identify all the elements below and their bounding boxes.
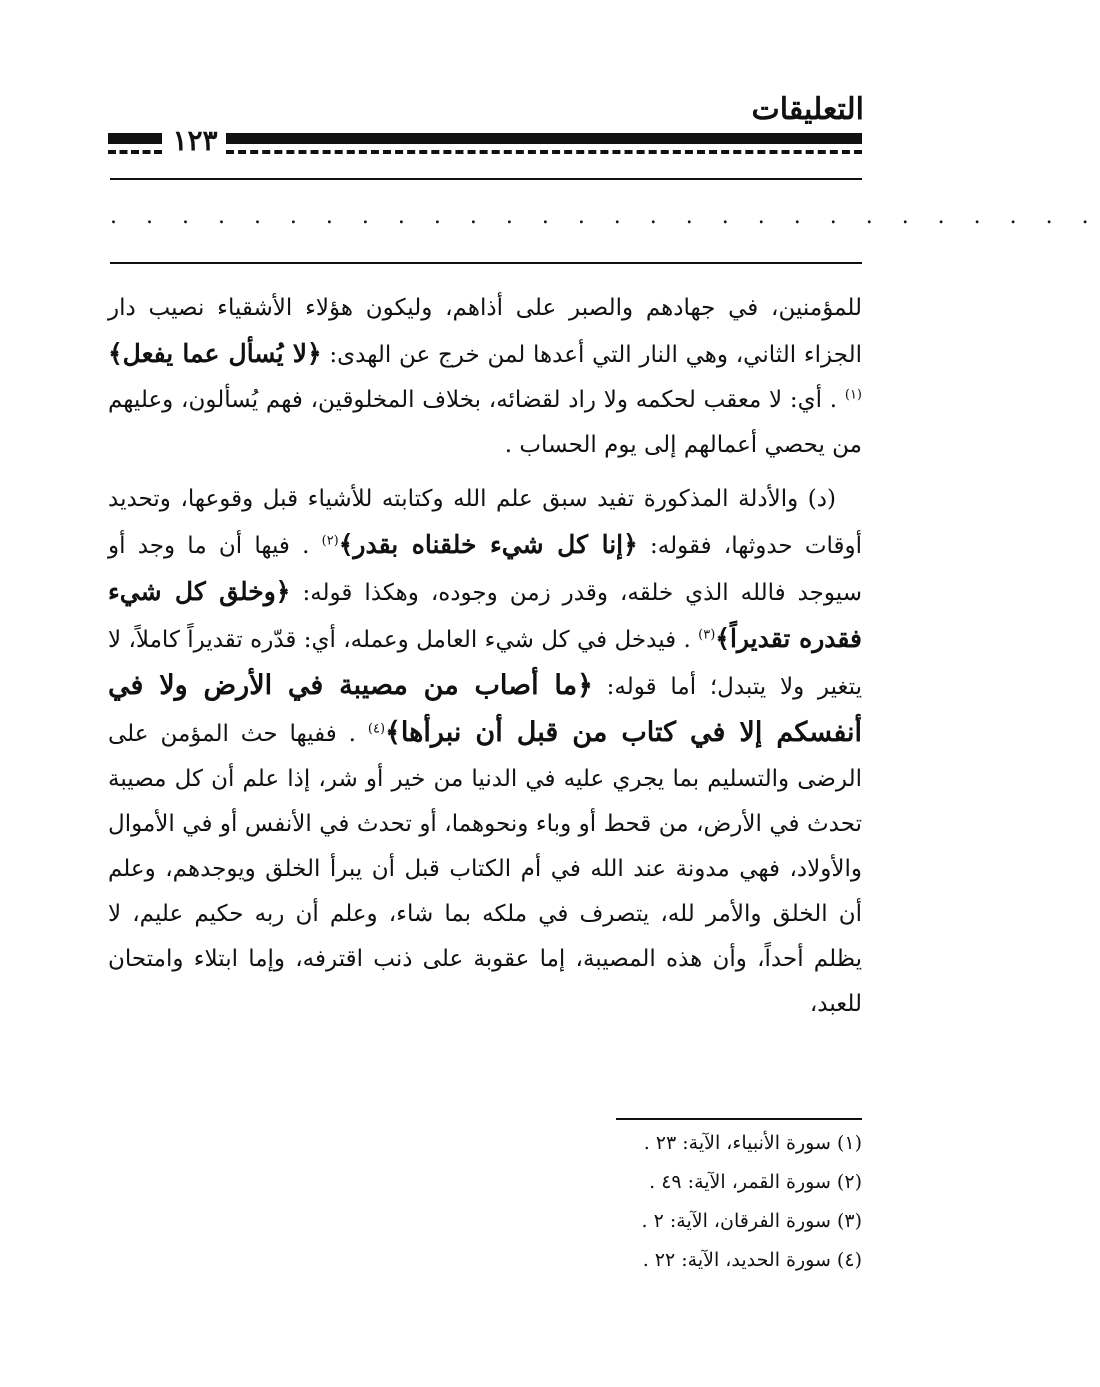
footnote-ref: (١) — [844, 387, 862, 403]
footnote-ref: (٢) — [321, 533, 339, 549]
text-run: . ففيها حث المؤمن على الرضى والتسليم بما يجري عليه في الدنيا من خير أو شر، إذا علم أن كل مصيبة تحدث في الأرض، من قحط أو وباء ونحوهما، أو تحدث في الأنفس أو في الأموال والأولاد، فهي مدونة عند الله في أم الكتاب قبل أن يبرأ الخلق ويوجدهم، وعلم أن الخلق والأمر لله، يتصرف في ملكه بما شاء، وعلم أن ربه حكيم عليم، لا يظلم أحداً، وأن هذه المصيبة، إما عقوبة على ذنب اقترفه، وإما ابتلاء وامتحان للعبد، — [108, 721, 862, 1017]
footnote-ref: (٣) — [698, 627, 716, 643]
header-thick-rule-left — [108, 133, 162, 144]
text-run: (د) والأدلة المذكورة تفيد سبق علم الله وكتابته للأشياء قبل وقوعها، وتحديد أوقات حدوثها، فقوله: — [108, 486, 862, 559]
page-number: ١٢٣ — [172, 124, 218, 157]
ellipsis-top-rule — [110, 178, 862, 180]
body-text — [108, 286, 862, 1027]
running-head: التعليقات — [751, 92, 864, 127]
ellipsis-bottom-rule — [110, 262, 862, 264]
footnote: (١) سورة الأنبياء، الآية: ٢٣ . — [643, 1132, 862, 1154]
quran-verse: ﴿إنا كل شيء خلقناه بقدر﴾ — [338, 530, 638, 559]
quran-verse: ﴿وخلق كل شيء فقدره تقديراً﴾ — [108, 577, 863, 653]
quran-verse: ﴿لا يُسأل عما يفعل﴾ — [108, 339, 322, 368]
header-thick-rule — [226, 133, 862, 144]
header-dashed-rule — [226, 150, 862, 154]
text-run: . فيدخل في كل شيء العامل وعمله، أي: قدّره تقديراً كاملاً، لا يتغير ولا يتبدل؛ أما قوله: — [108, 627, 862, 700]
text-run: للمؤمنين، في جهادهم والصبر على أذاهم، وليكون هؤلاء الأشقياء نصيب دار الجزاء الثاني، وهي النار التي أعدها لمن خرج عن الهدى: — [108, 295, 862, 368]
ellipsis-dots: . . . . . . . . . . . . . . . . . . . . . . . . . . . . — [110, 204, 1100, 229]
footnote: (٢) سورة القمر، الآية: ٤٩ . — [649, 1171, 862, 1193]
paragraph — [108, 477, 862, 1027]
header-rule — [108, 124, 862, 166]
text-run: . أي: لا معقب لحكمه ولا راد لقضائه، بخلاف المخلوقين، فهم يُسألون، وعليهم من يحصي أعمالهم إلى يوم الحساب . — [108, 387, 862, 458]
paragraph — [108, 286, 862, 468]
quran-verse: ﴿ما أصاب من مصيبة في الأرض ولا في أنفسكم إلا في كتاب من قبل أن نبرأها﴾ — [108, 670, 862, 748]
footnotes — [330, 1124, 862, 1280]
text-run: . فيها أن ما وجد أو سيوجد فالله الذي خلقه، وقدر زمن وجوده، وهكذا قوله: — [108, 533, 862, 606]
footnote: (٣) سورة الفرقان، الآية: ٢ . — [641, 1210, 862, 1232]
header-dashed-rule-left — [108, 150, 162, 154]
footnote-rule — [616, 1118, 862, 1120]
footnote-ref: (٤) — [367, 721, 386, 737]
footnote: (٤) سورة الحديد، الآية: ٢٢ . — [642, 1249, 862, 1271]
